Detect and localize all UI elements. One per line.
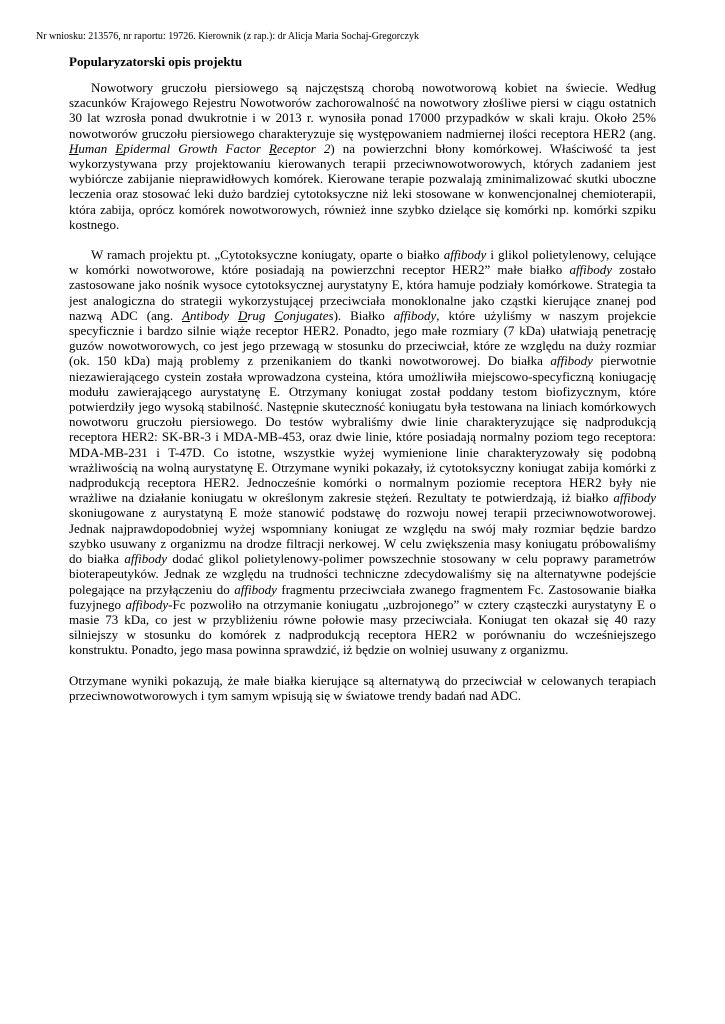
underlined-letter: E (115, 140, 124, 156)
term-affibody: affibody (569, 262, 613, 278)
term-adc-expansion (182, 308, 334, 323)
paragraph-text: W ramach projektu pt. „Cytotoksyczne koniugaty, oparte o białko (91, 247, 444, 263)
underlined-letter: D (237, 307, 248, 323)
term-fragment: eceptor 2 (276, 140, 331, 156)
paragraph-text: zostało zastosowane jako nośnik wysoce cytotoksycznej aurystatyny E, która hamuje podziały komórkowe. Strategia ta jest analogiczna do strategii wykorzystującej przeciwciała monoklonalne jako cząstki kierujące znanej pod nazwą ADC (ang. (69, 262, 656, 323)
term-fragment: rug (247, 307, 275, 323)
paragraph-text: pierwotnie niezawierającego cystein została wprowadzona cysteina, która umożliwiła miejscowo-specyficzną koniugację modułu zawierającego aurystatynę E. Otrzymany koniugat został poddany testom biofizycznym, które potwierdziły jego wysoką stabilność. Następnie skuteczność koniugatu była testowana na liniach komórkowych nowotworu gruczołu piersiowego. Do testów wybraliśmy dwie linie charakteryzujące się nadprodukcją receptora HER2: SK-BR-3 i MDA-MB-453, oraz dwie linie, które posiadają normalny poziom tego receptora: MDA-MB-231 i T-47D. Co istotne, wszystkie wyżej wymienione linie charakteryzowały się podobną wrażliwością na wolną aurystatynę E. Otrzymane wyniki pokazały, iż cytotoksyczny koniugat zabija komórki z nadprodukcją receptora HER2. Jednocześnie komórki o normalnym poziomie receptora HER2 były nie wrażliwe na działanie koniugatu w określonym zakresie stężeń. Rezultaty te potwierdzają, iż białko (69, 353, 656, 506)
underlined-letter: A (182, 307, 191, 323)
paragraph-text: ). Białko (333, 307, 394, 323)
paragraph-text: dodać glikol polietylenowy-polimer powszechnie stosowany w celu poprawy parametrów bioterapeutyków. Jednak ze względu na trudności techniczne zdecydowaliśmy się na alternatywne podejście polegające na przyłączeniu do (69, 551, 657, 597)
section-title: Popularyzatorski opis projektu (69, 54, 243, 69)
term-affibody: affibody (443, 247, 487, 263)
paragraph-text: , które użyliśmy w naszym projekcie specyficznie i bardzo silnie wiąże receptor HER2. Ponadto, jego małe rozmiary (7 kDa) ułatwiają penetrację guzów nowotworowych, co jest jego przewagą w stosunku do przeciwciał, które ze względu na duży rozmiar (ok. 150 kDa) mają problemy z przenikaniem do tkanki nowotworowej. Do białka (69, 307, 657, 369)
term-fragment: pidermal Growth Factor (123, 140, 269, 156)
report-header: Nr wniosku: 213576, nr raportu: 19726. Kierownik (z rap.): dr Alicja Maria Sochaj-Gregorczyk (36, 31, 419, 42)
paragraph-text: i glikol polietylenowy, celujące w komórki nowotworowe, które posiadają na powierzchni receptor HER2” małe białko (69, 247, 656, 278)
paragraph-text: skoniugowane z aurystatyną E może stanowić podstawę do rozwoju nowej terapii przeciwnowotworowej. Jednak najprawdopodobniej wyżej wspomniany koniugat ze względu na swój mały rozmiar będzie bardzo szybko usuwany z organizmu na drodze filtracji nerkowej. W celu zwiększenia masy koniugatu próbowaliśmy do białka (69, 505, 656, 567)
term-her2-expansion (69, 141, 330, 156)
term-fragment: uman (78, 140, 116, 156)
document-body (69, 80, 656, 703)
term-affibody: affibody (124, 551, 168, 567)
term-affibody: affibody (125, 596, 169, 612)
term-fragment: ntibody (190, 307, 238, 323)
term-affibody: affibody (234, 581, 277, 597)
paragraph-text: fragmentu przeciwciała zwanego fragmentem Fc. Zastosowanie białka fuzyjnego (69, 581, 656, 612)
term-affibody: affibody (613, 490, 656, 506)
term-fragment: onjugates (283, 307, 334, 323)
paragraph-conclusion: Otrzymane wyniki pokazują, że małe białka kierujące są alternatywą do przeciwciał w celowanych terapiach przeciwnowotworowych i tym samym wpisują się w światowe trendy badań nad ADC. (69, 672, 656, 703)
paragraph-intro (69, 80, 656, 232)
underlined-letter: R (268, 140, 277, 156)
paragraph-text: Nowotwory gruczołu piersiowego są najczęstszą chorobą nowotworową kobiet na świecie. Według szacunków Krajowego Rejestru Nowotworów zachorowalność na nowotwory złośliwe piersi w ciągu ostatnich 30 lat wzrosła ponad dwukrotnie i w 2013 r. wynosiła ponad 17000 przypadków w skali kraju. Około 25% nowotworów gruczołu piersiowego charakteryzuje się występowaniem nadmiernej ilości receptora HER2 (ang. (69, 80, 656, 141)
underlined-letter: C (274, 307, 283, 323)
paragraph-text: ) na powierzchni błony komórkowej. Właściwość ta jest wykorzystywana przy projektowaniu kierowanych terapii przeciwnowotworowych, których zadaniem jest wybiórcze zabijanie nieprawidłowych komórek. Kierowane terapie pozwalają zminimalizować skutki uboczne leczenia oraz stosować leki dużo bardziej cytotoksyczne niż leki stosowane w konwencjonalnej chemioterapii, która zabija, oprócz komórek nowotworowych, również inne szybko dzielące się komórki np. komórki szpiku kostnego. (69, 140, 657, 232)
underlined-letter: H (69, 140, 79, 156)
term-affibody: affibody (550, 353, 593, 369)
paragraph-text: -Fc pozwoliło na otrzymanie koniugatu „uzbrojonego” w cztery cząsteczki aurystatyny E o masie 73 kDa, co jest w przybliżeniu równe połowie masy przeciwciała. Koniugat ten okazał się 40 razy silniejszy w stosunku do komórek z nadprodukcją receptora HER2 w porównaniu do wcześniejszego konstruktu. Ponadto, jego masa powinna sprawdzić, iż będzie on wolniej usuwany z organizmu. (69, 596, 656, 658)
term-affibody: affibody (393, 307, 437, 323)
paragraph-spacer (69, 658, 656, 673)
paragraph-spacer (69, 232, 656, 247)
paragraph-project (69, 247, 656, 657)
